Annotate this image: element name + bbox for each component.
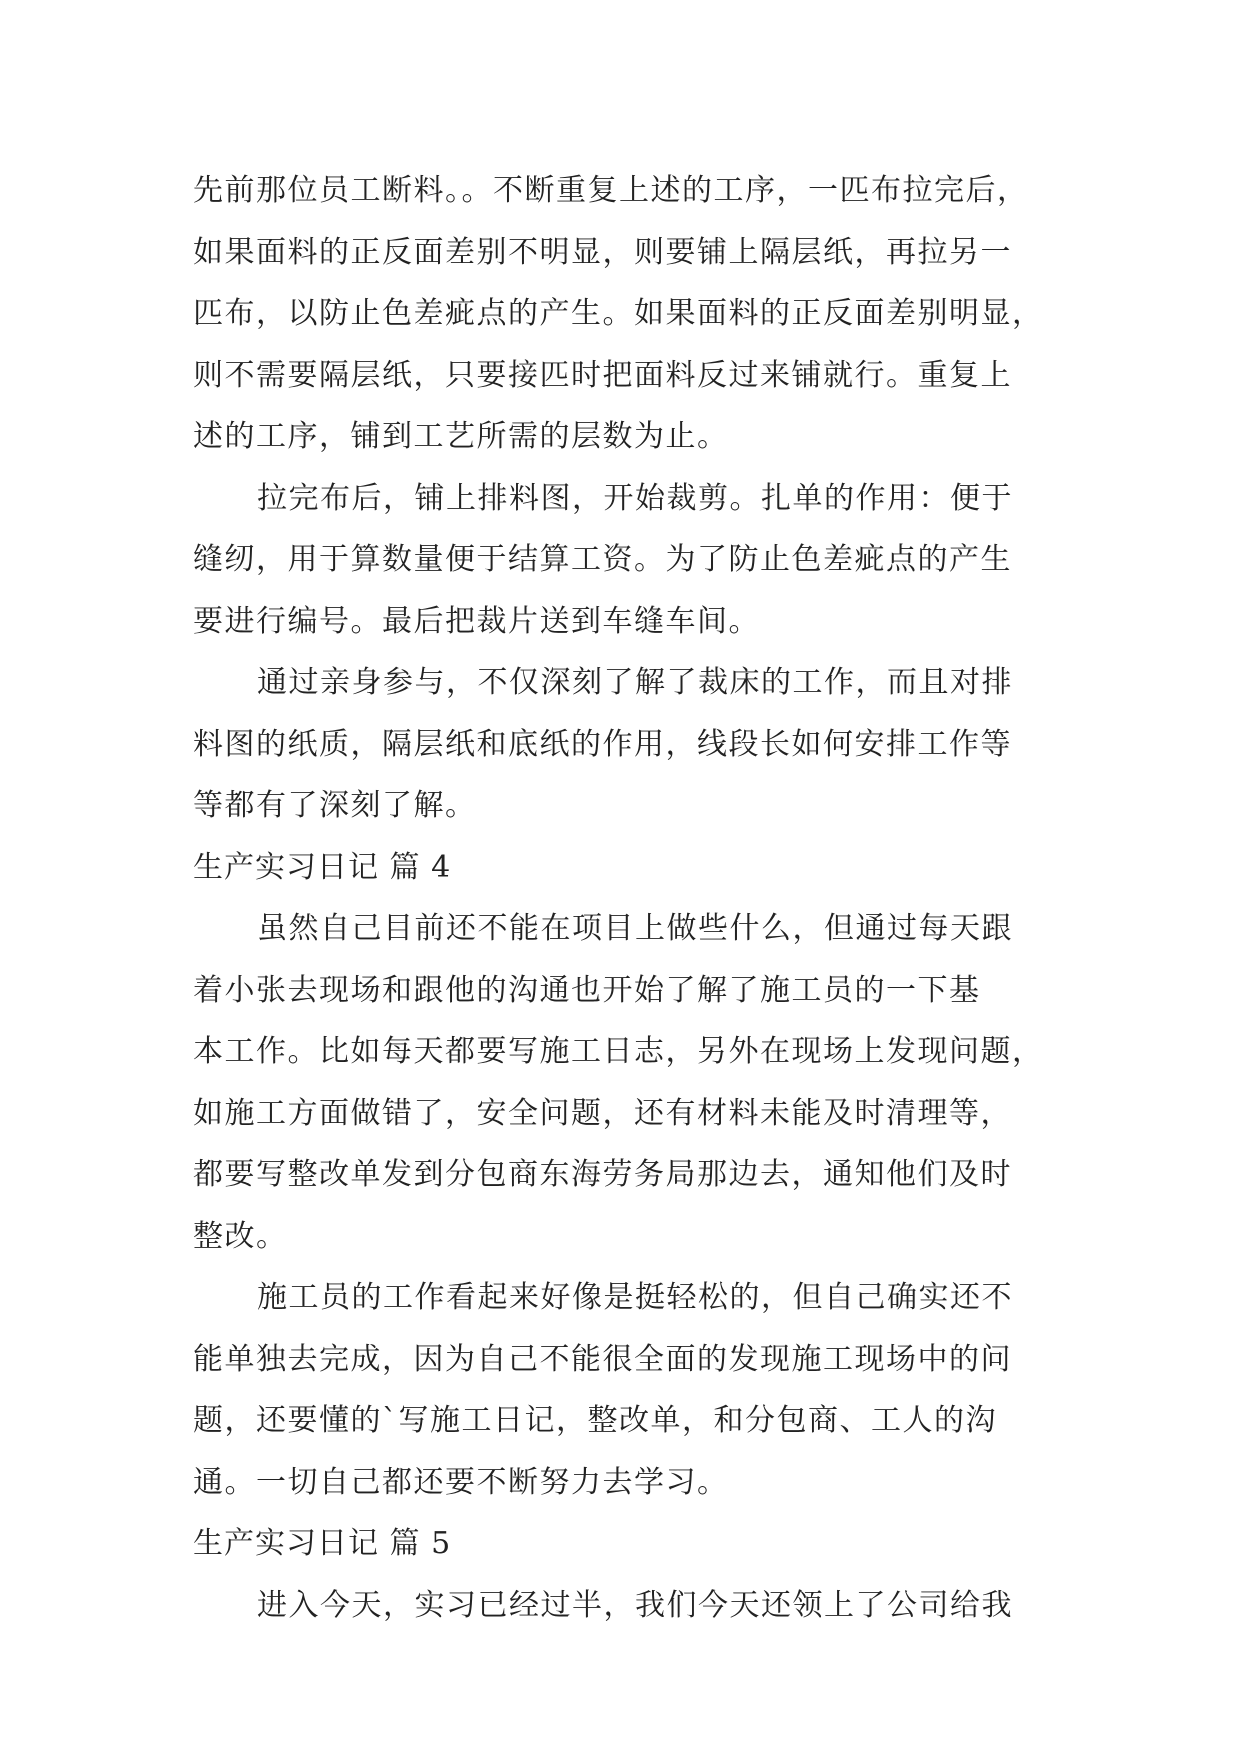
text-line: 缝纫，用于算数量便于结算工资。为了防止色差疵点的产生 [193, 542, 1012, 577]
text-line: 本工作。比如每天都要写施工日志，另外在现场上发现问题， [193, 1034, 1044, 1069]
text-line: 拉完布后，铺上排料图，开始裁剪。扎单的作用：便于 [257, 480, 1013, 516]
text-line: 题，还要懂的`写施工日记，整改单，和分包商、工人的沟 [193, 1403, 997, 1438]
text-line: 料图的纸质，隔层纸和底纸的作用，线段长如何安排工作等 [193, 726, 1012, 762]
text-line: 进入今天，实习已经过半，我们今天还领上了公司给我 [257, 1587, 1013, 1623]
text-line: 着小张去现场和跟他的沟通也开始了解了施工员的一下基 [193, 972, 981, 1008]
text-line: 则不需要隔层纸，只要接匹时把面料反过来铺就行。重复上 [193, 357, 1012, 393]
text-line: 要进行编号。最后把裁片送到车缝车间。 [193, 603, 760, 639]
text-line: 等都有了深刻了解。 [193, 788, 477, 823]
text-line: 虽然自己目前还不能在项目上做些什么，但通过每天跟 [257, 911, 1013, 946]
text-line: 述的工序，铺到工艺所需的层数为止。 [193, 419, 729, 454]
text-line: 先前那位员工断料。。不断重复上述的工序，一匹布拉完后， [193, 173, 1029, 208]
text-line: 如施工方面做错了，安全问题，还有材料未能及时清理等， [193, 1095, 1012, 1131]
text-line: 匹布，以防止色差疵点的产生。如果面料的正反面差别明显， [193, 296, 1044, 331]
text-line: 施工员的工作看起来好像是挺轻松的，但自己确实还不 [257, 1280, 1013, 1315]
text-line: 如果面料的正反面差别不明显，则要铺上隔层纸，再拉另一 [193, 234, 1012, 270]
text-line: 都要写整改单发到分包商东海劳务局那边去，通知他们及时 [193, 1157, 1012, 1192]
text-line: 通过亲身参与，不仅深刻了解了裁床的工作，而且对排 [257, 665, 1013, 700]
text-line: 通。一切自己都还要不断努力去学习。 [193, 1464, 729, 1500]
text-line: 整改。 [193, 1218, 288, 1254]
text-line: 能单独去完成，因为自己不能很全面的发现施工现场中的问 [193, 1341, 1012, 1377]
section-heading: 生产实习日记 篇 4 [193, 849, 452, 885]
document-body [193, 160, 1053, 1636]
section-heading: 生产实习日记 篇 5 [193, 1526, 452, 1561]
